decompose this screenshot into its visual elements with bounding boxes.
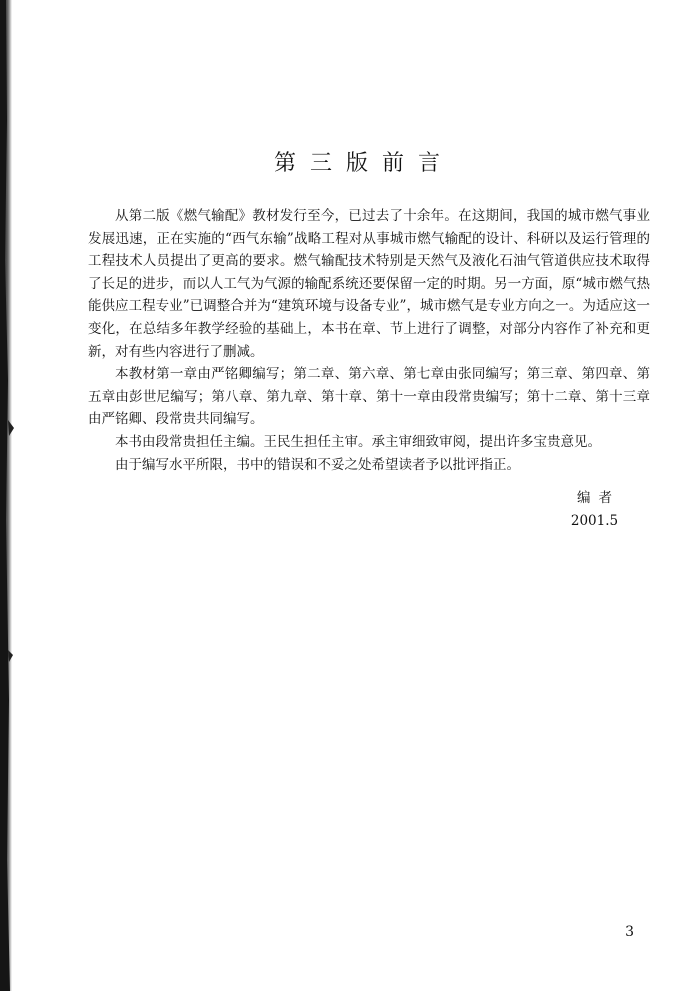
paragraph-history: 从第二版《燃气输配》教材发行至今，已过去了十余年。在这期间，我国的城市燃气事业发展迅速，正在实施的“西气东输”战略工程对从事城市燃气输配的设计、科研以及运行管理的工程技术人员提出了更高的要求。燃气输配技术特别是天然气及液化石油气管道供应技术取得了长足的进步，而以人工气为气源的输配系统还要保留一定的时期。另一方面，原“城市燃气热能供应工程专业”已调整合并为“建筑环境与设备专业”，城市燃气是专业方向之一。为适应这一变化，在总结多年教学经验的基础上，本书在章、节上进行了调整，对部分内容作了补充和更新，对有些内容进行了删减。 — [88, 208, 650, 360]
page-title: 第三版前言 — [273, 151, 454, 176]
preface-body — [88, 205, 650, 476]
paragraph-feedback: 由于编写水平所限，书中的错误和不妥之处希望读者予以批评指正。 — [115, 456, 520, 473]
signature-author: 编者 — [577, 490, 620, 506]
paragraph-editors: 本书由段常贵担任主编。王民生担任主审。承主审细致审阅，提出许多宝贵意见。 — [115, 433, 601, 450]
signature-block — [569, 487, 620, 532]
paragraph-authors: 本教材第一章由严铭卿编写；第二章、第六章、第七章由张同编写；第三章、第四章、第五章由彭世尼编写；第八章、第九章、第十章、第十一章由段常贵编写；第十二章、第十三章由严铭卿、段常贵共同编写。 — [88, 366, 650, 428]
page-number: 3 — [625, 924, 634, 940]
signature-date: 2001.5 — [570, 512, 619, 529]
